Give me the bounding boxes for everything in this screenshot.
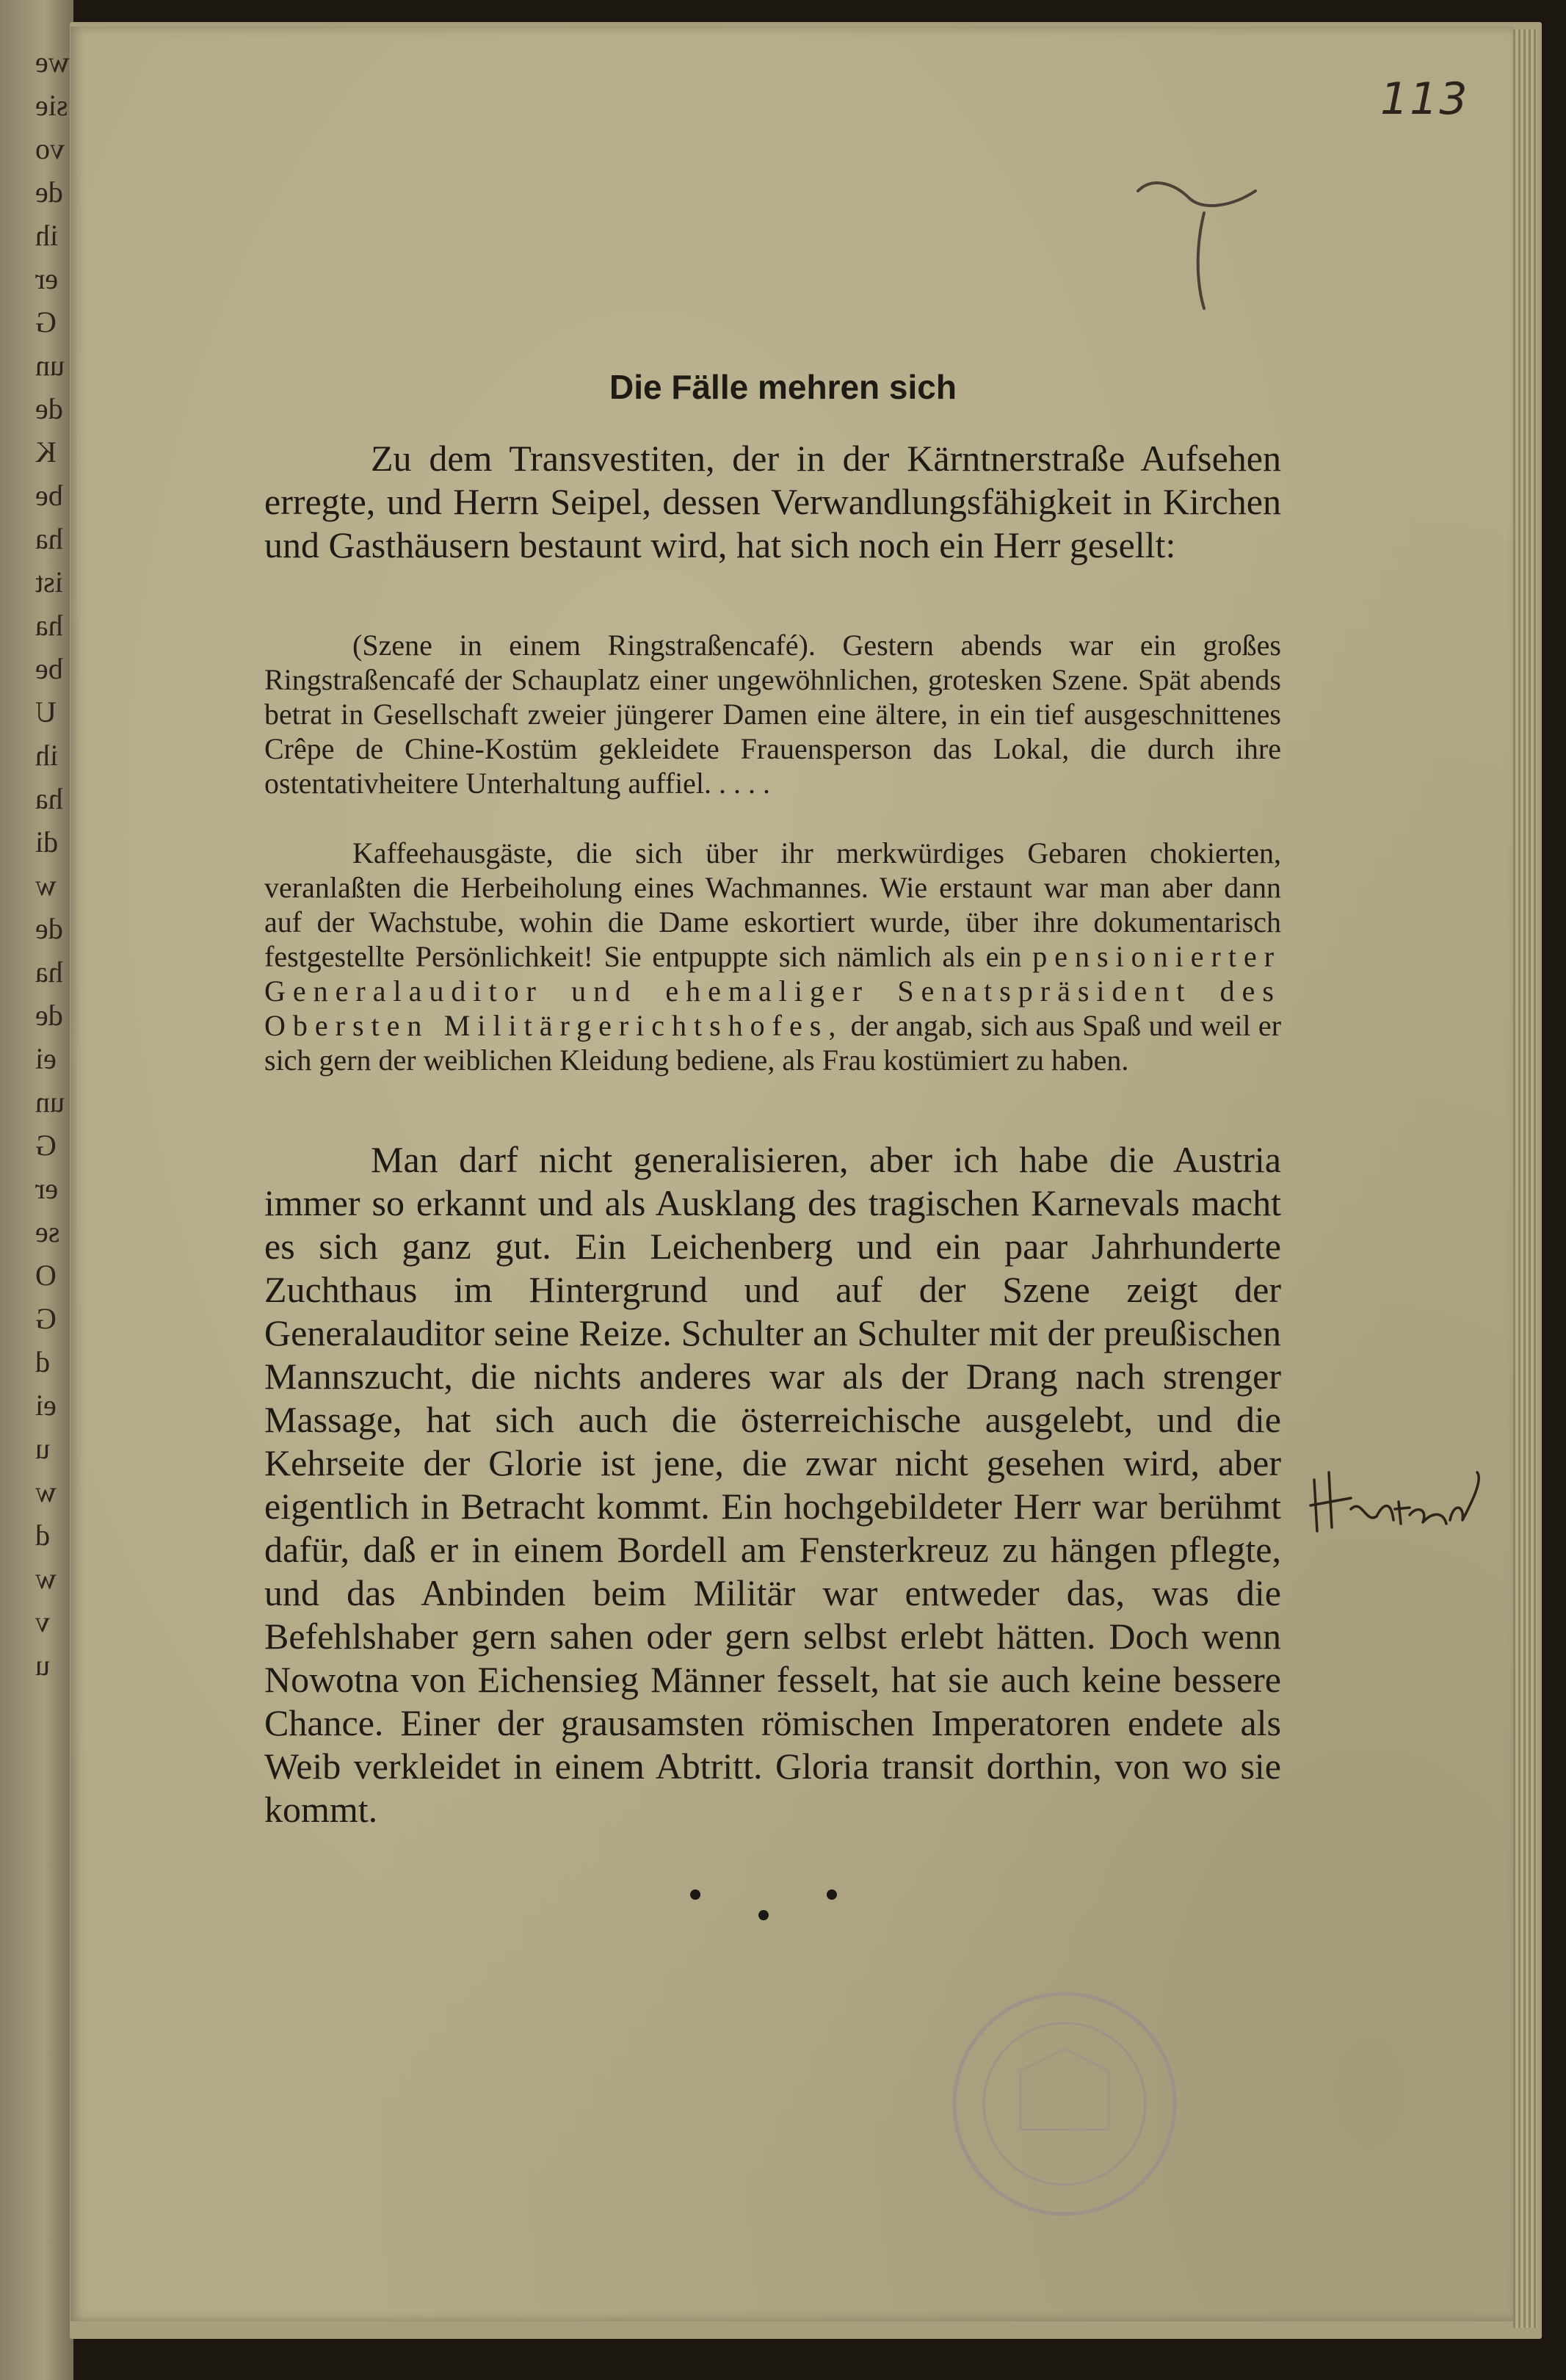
previous-page-fragment: un	[35, 349, 65, 382]
previous-page-fragment: de	[35, 999, 63, 1032]
previous-page-fragment: sie	[35, 89, 68, 122]
dot	[827, 1889, 837, 1900]
previous-page-fragment: K	[35, 435, 57, 469]
closing-paragraph: Man darf nicht generalisieren, aber ich habe die Austria immer so erkannt und als Ausklang des tragischen Karnevals macht es sich ganz gut. Ein Leichenberg und ein paar Jahrhunderte Zuchthaus im Hintergrund und auf der Szene zeigt der Generalauditor seine Reize. Schulter an Schulter mit der preußischen Mannszucht, die nichts anderes war als der Drang nach strenger Massage, hat sich auch die österreichische ausgelebt, und die Kehrseite der Glorie ist jene, die zwar nicht gesehen wird, aber eigentlich in Betracht kommt. Ein hochgebildeter Herr war berühmt dafür, daß er in einem Bordell am Fensterkreuz zu hängen pflegte, und das Anbinden beim Militär war entweder das, was die Befehlshaber gern sahen oder gern selbst erlebt hätten. Doch wenn Nowotna von Eichensieg Männer fesselt, hat sie auch keine bessere Chance. Einer der grausamsten römischen Imperatoren endete als Weib verkleidet in einem Abtritt. Gloria transit dorthin, von wo sie kommt.	[264, 1139, 1281, 1830]
previous-page-fragment: G	[35, 1302, 57, 1335]
previous-page-fragment: G	[35, 305, 57, 339]
library-stamp	[932, 1983, 1197, 2225]
previous-page-fragment: ha	[35, 782, 63, 815]
quote-text-part: Kaffeehausgäste, die sich über ihr merkwürdiges Gebaren chokierten, veranlaßten die Herbeiholung eines Wachmannes. Wie erstaunt war man aber dann auf der Wachstube, wohin die Dame eskortiert wurde, über ihre dokumentarisch festgestellte Persönlichkeit! Sie entpuppte sich nämlich als ein	[264, 836, 1281, 973]
previous-page-fragment: u	[35, 1432, 50, 1465]
previous-page-fragment: de	[35, 912, 63, 945]
previous-page-fragment: G	[35, 1129, 57, 1162]
previous-page-fragment: ei	[35, 1042, 57, 1075]
previous-page-text	[35, 40, 70, 1687]
handwritten-margin-note	[1307, 1458, 1498, 1546]
previous-page-fragment: er	[35, 1172, 59, 1205]
previous-page-fragment: de	[35, 176, 63, 209]
section-end-dots	[683, 1876, 874, 1935]
previous-page-fragment: er	[35, 262, 59, 295]
previous-page-fragment: w	[35, 869, 57, 902]
previous-page-fragment: se	[35, 1215, 60, 1248]
previous-page-fragment: d	[35, 1519, 50, 1552]
spaced-emphasis: pensionierter Generalauditor und ehemaliger Senatspräsident des Obersten Militärgerichtshofes,	[264, 940, 1282, 1042]
quote-paragraph-2	[264, 836, 1281, 1077]
previous-page-fragment: ha	[35, 609, 63, 642]
previous-page-fragment: w	[35, 1475, 57, 1508]
previous-page-fragment: u	[35, 1649, 50, 1682]
previous-page-edge	[0, 0, 73, 2380]
previous-page-fragment: di	[35, 825, 59, 858]
previous-page-fragment: we	[35, 46, 70, 79]
dot	[690, 1889, 700, 1900]
previous-page-fragment: ei	[35, 1389, 57, 1422]
previous-page-fragment: v	[35, 1605, 50, 1638]
quote-text-part: der angab, sich aus Spaß und weil er sich gern der weiblichen Kleidung bediene, als Frau kostümiert zu haben.	[264, 1009, 1282, 1077]
previous-page-fragment: vo	[35, 132, 65, 165]
pencil-mark-seven	[1123, 162, 1270, 323]
previous-page-fragment: be	[35, 479, 63, 512]
page-number: 113	[1380, 73, 1469, 125]
previous-page-fragment: w	[35, 1562, 57, 1595]
previous-page-fragment: U	[35, 695, 57, 728]
quote-paragraph-1: (Szene in einem Ringstraßencafé). Gestern abends war ein großes Ringstraßencafé der Schauplatz einer ungewöhnlichen, grotesken Szene. Spät abends betrat in Gesellschaft zweier jüngerer Damen eine ältere, in ein tief ausgeschnittenes Crêpe de Chine-Kostüm gekleidete Frauensperson das Lokal, die durch ihre ostentativheitere Unterhaltung auffiel. . . . .	[264, 629, 1281, 800]
previous-page-fragment: d	[35, 1345, 50, 1378]
previous-page-fragment: ih	[35, 219, 59, 252]
dot	[758, 1910, 769, 1920]
previous-page-fragment: O	[35, 1259, 57, 1292]
previous-page-fragment: ha	[35, 522, 63, 555]
previous-page-fragment: de	[35, 392, 63, 425]
intro-paragraph: Zu dem Transvestiten, der in der Kärntnerstraße Aufsehen erregte, und Herrn Seipel, dessen Verwandlungsfähigkeit in Kirchen und Gasthäusern bestaunt wird, hat sich noch ein Herr gesellt:	[264, 438, 1281, 565]
previous-page-fragment: ist	[35, 565, 63, 598]
previous-page-fragment: be	[35, 652, 63, 685]
previous-page-fragment: ha	[35, 955, 63, 988]
article-title: Die Fälle mehren sich	[609, 368, 957, 406]
previous-page-fragment: ih	[35, 739, 59, 772]
previous-page-fragment: un	[35, 1085, 65, 1118]
